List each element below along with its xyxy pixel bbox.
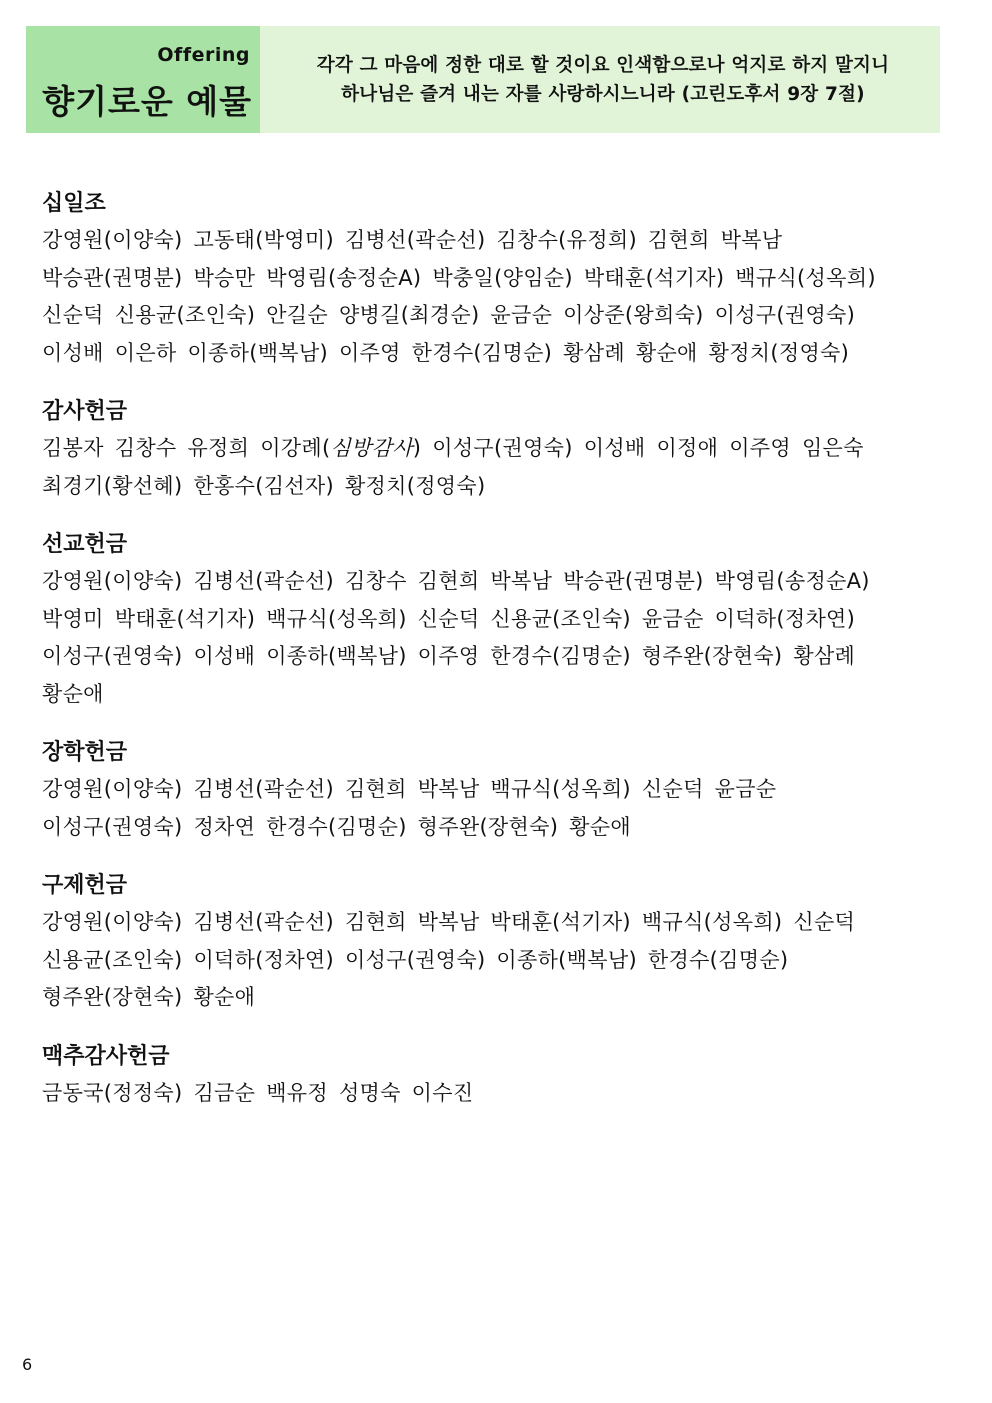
donor-line: 강영원(이양숙) 김병선(곽순선) 김창수 김현희 박복남 박승관(권명분) 박영림(송정순A): [42, 569, 870, 593]
page-number: 6: [22, 1355, 33, 1374]
donor-line: 이성구(권영숙) 이성배 이종하(백복남) 이주영 한경수(김명순) 형주완(장현숙) 황삼례: [42, 644, 856, 668]
header-subtitle-en: Offering: [157, 44, 250, 66]
section-thanksgiving: [42, 394, 952, 505]
section-title: 구제헌금: [42, 873, 128, 898]
donor-line: [42, 430, 952, 468]
donor-line: 형주완(장현숙) 황순애: [42, 985, 256, 1009]
donor-line: 강영원(이양숙) 김병선(곽순선) 김현희 박복남 백규식(성옥희) 신순덕 윤금순: [42, 777, 777, 801]
section-harvest-thanksgiving: [42, 1039, 952, 1113]
donor-line: 박승관(권명분) 박승만 박영림(송정순A) 박충일(양임순) 박태훈(석기자) 백규식(성옥희): [42, 265, 876, 290]
donor-line: 금동국(정정숙) 김금순 백유정 성명숙 이수진: [42, 1080, 474, 1105]
donor-line: 황순애: [42, 681, 104, 706]
donor-line: 신순덕 신용균(조인숙) 안길순 양병길(최경순) 윤금순 이상준(왕희숙) 이성구(권영숙): [42, 303, 856, 327]
section-title: 감사헌금: [42, 399, 128, 424]
donor-line: 강영원(이양숙) 김병선(곽순선) 김현희 박복남 박태훈(석기자) 백규식(성옥희) 신순덕: [42, 910, 856, 934]
header-title: 향기로운 예물: [42, 82, 252, 121]
donor-text: ) 이성구(권영숙) 이성배 이정애 이주영 임은숙: [412, 436, 864, 460]
offering-list: [42, 186, 952, 1134]
donor-line: 강영원(이양숙) 고동태(박영미) 김병선(곽순선) 김창수(유정희) 김현희 박복남: [42, 228, 783, 252]
title-box: [26, 26, 260, 133]
donor-line: 신용균(조인숙) 이덕하(정차연) 이성구(권영숙) 이종하(백복남) 한경수(김명순): [42, 947, 789, 972]
section-title: 선교헌금: [42, 532, 128, 557]
verse-line-1: 각각 그 마음에 정한 대로 할 것이요 인색함으로나 억지로 하지 말지니: [316, 54, 890, 76]
verse-box: [260, 26, 940, 133]
section-scholarship: [42, 735, 952, 846]
section-title: 맥추감사헌금: [42, 1043, 170, 1069]
donor-line: 박영미 박태훈(석기자) 백규식(성옥희) 신순덕 신용균(조인숙) 윤금순 이덕하(정차연): [42, 606, 856, 631]
donor-line: 최경기(황선혜) 한홍수(김선자) 황정치(정영숙): [42, 473, 486, 498]
page-header: [26, 26, 940, 133]
donor-text: 김봉자 김창수 유정희 이강례(: [42, 436, 331, 460]
section-title: 십일조: [42, 191, 106, 216]
section-title: 장학헌금: [42, 740, 128, 765]
visit-thanks-note: 심방감사: [330, 436, 413, 460]
section-mission: [42, 527, 952, 713]
donor-line: 이성배 이은하 이종하(백복남) 이주영 한경수(김명순) 황삼례 황순애 황정치(정영숙): [42, 340, 850, 365]
section-relief: [42, 868, 952, 1017]
verse-line-2: 하나님은 즐겨 내는 자를 사랑하시느니라 (고린도후서 9장 7절): [341, 83, 865, 105]
section-tithe: [42, 186, 952, 372]
donor-line: 이성구(권영숙) 정차연 한경수(김명순) 형주완(장현숙) 황순애: [42, 814, 631, 839]
